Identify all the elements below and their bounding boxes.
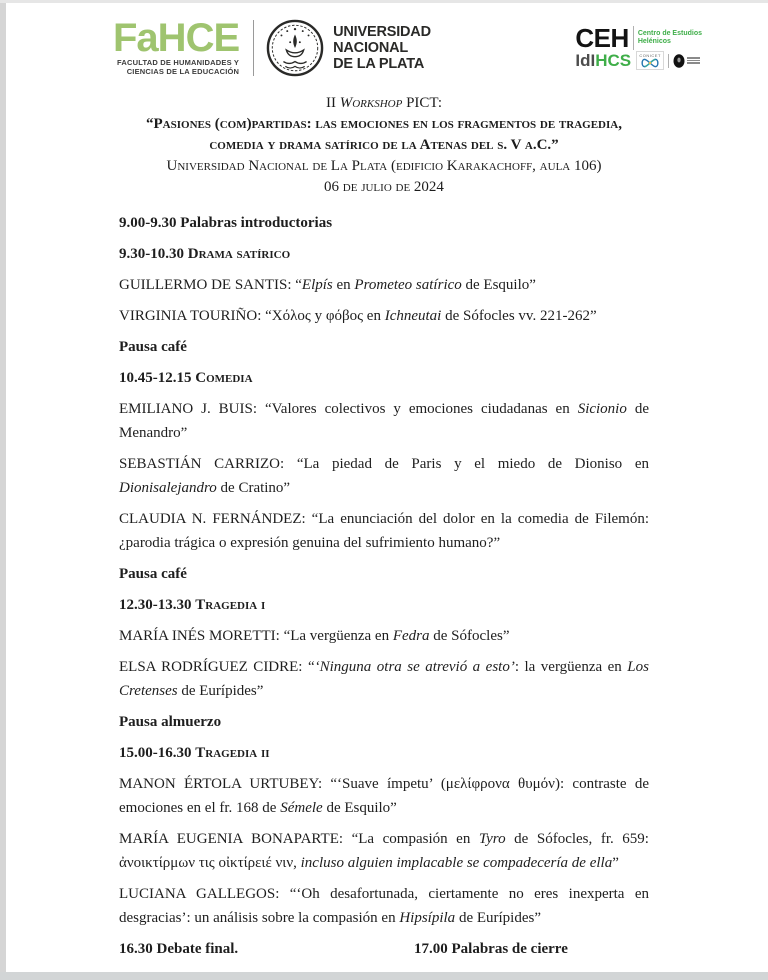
- slot-palabras-introductorias: 9.00-9.30 Palabras introductorias: [119, 215, 333, 231]
- idihcs-prefix: IdI: [575, 50, 596, 70]
- ceh-acronym: CEH: [575, 22, 629, 53]
- workshop-title-line3: comedia y drama satírico de la Atenas del s. V a.C.”: [209, 137, 559, 153]
- talk-manon-ertola-urtubey: MANON ÉRTOLA URTUBEY: “‘Suave ímpetu’ (μελίφρονα θυμόν): contraste de emociones en el fr. 168 de Sémele de Esquilo”: [119, 776, 649, 816]
- talk-emiliano-buis: EMILIANO J. BUIS: “Valores colectivos y emociones ciudadanas en Sicionio de Menandro”: [119, 401, 649, 441]
- talk-maria-eugenia-bonaparte: MARÍA EUGENIA BONAPARTE: “La compasión en Tyro de Sófocles, fr. 659: ἀνοικτίρμων τις οἰκτίρειέ νιν, incluso alguien implacable se compadecería de ella”: [119, 831, 649, 871]
- conicet-logo: [636, 51, 664, 70]
- date-line: 06 de julio de 2024: [324, 179, 444, 195]
- unlp-line1: UNIVERSIDAD: [333, 24, 431, 40]
- ceh-row: [575, 22, 702, 53]
- ceh-divider: [633, 26, 634, 50]
- unlp-seal-icon: [266, 19, 324, 77]
- ceh-caption-line2: Helénicos: [637, 37, 671, 45]
- unlp-mini-wordmark: [687, 57, 700, 64]
- unlp-line2: NACIONAL: [333, 40, 409, 56]
- break-pausa-cafe-1: Pausa café: [119, 339, 187, 355]
- fahce-caption-line2: CIENCIAS DE LA EDUCACIÓN: [126, 67, 240, 76]
- program-page: [6, 3, 762, 961]
- talk-guillermo-de-santis: GUILLERMO DE SANTIS: “Elpís en Prometeo satírico de Esquilo”: [119, 277, 536, 293]
- unlp-line3: DE LA PLATA: [333, 56, 425, 72]
- logo-divider: [253, 20, 254, 76]
- talk-maria-ines-moretti: MARÍA INÉS MORETTI: “La vergüenza en Fedra de Sófocles”: [119, 628, 510, 644]
- ceh-idihcs-logo: [575, 22, 702, 71]
- idihcs-suffix: HCS: [595, 50, 632, 70]
- venue-line: Universidad Nacional de La Plata (edificio Karakachoff, aula 106): [166, 158, 602, 174]
- break-pausa-almuerzo: Pausa almuerzo: [119, 714, 222, 730]
- title-block: [6, 93, 762, 198]
- debate-final: 16.30 Debate final.: [119, 941, 239, 957]
- slot-tragedia-1: 12.30-13.30 Tragedia i: [119, 597, 266, 613]
- talk-sebastian-carrizo: SEBASTIÁN CARRIZO: “La piedad de Paris y el miedo de Dioniso en Dionisalejandro de Cratino”: [119, 456, 649, 496]
- unlp-logo: [266, 19, 431, 77]
- workshop-title-line2: “Pasiones (com)partidas: las emociones en los fragmentos de tragedia,: [146, 116, 622, 132]
- fahce-wordmark: FaHCE: [113, 16, 240, 60]
- logo-header: [6, 3, 762, 81]
- conicet-label: CONICET: [639, 53, 661, 58]
- fahce-caption-line1: FACULTAD DE HUMANIDADES Y: [117, 58, 240, 67]
- fahce-logo: [113, 16, 240, 76]
- closing-row: [6, 937, 762, 961]
- talk-virginia-tourino: VIRGINIA TOURIÑO: “Χόλος y φόβος en Ichneutai de Sófocles vv. 221-262”: [119, 308, 597, 324]
- photo-edge-bottom: [0, 972, 768, 980]
- break-pausa-cafe-2: Pausa café: [119, 566, 187, 582]
- talk-claudia-fernandez: CLAUDIA N. FERNÁNDEZ: “La enunciación del dolor en la comedia de Filemón: ¿parodia trágica o expresión genuina del sufrimiento humano?”: [119, 511, 649, 551]
- unlp-mini-seal: [673, 54, 700, 68]
- fahce-caption: [117, 58, 239, 76]
- palabras-de-cierre: 17.00 Palabras de cierre: [414, 941, 568, 957]
- unlp-wordmark: [333, 24, 431, 72]
- schedule: [6, 211, 762, 930]
- slot-drama-satirico: 9.30-10.30 Drama satírico: [119, 246, 291, 262]
- conicet-infinity-icon: [639, 58, 661, 68]
- slot-tragedia-2: 15.00-16.30 Tragedia ii: [119, 745, 270, 761]
- slot-comedia: 10.45-12.15 Comedia: [119, 370, 253, 386]
- unlp-mini-seal-icon: [673, 54, 685, 68]
- workshop-title-line1: II Workshop PICT:: [325, 95, 443, 111]
- ceh-caption: [638, 30, 702, 46]
- ceh-caption-line1: Centro de Estudios: [637, 29, 702, 37]
- mini-divider: [668, 54, 669, 68]
- talk-luciana-gallegos: LUCIANA GALLEGOS: “‘Oh desafortunada, ciertamente no eres inexperta en desgracias’: un análisis sobre la compasión en Hipsípila de Eurípides”: [119, 886, 649, 926]
- idihcs-row: [575, 51, 702, 71]
- talk-elsa-rodriguez-cidre: ELSA RODRÍGUEZ CIDRE: “‘Ninguna otra se atrevió a esto’: la vergüenza en Los Cretenses de Eurípides”: [119, 659, 649, 699]
